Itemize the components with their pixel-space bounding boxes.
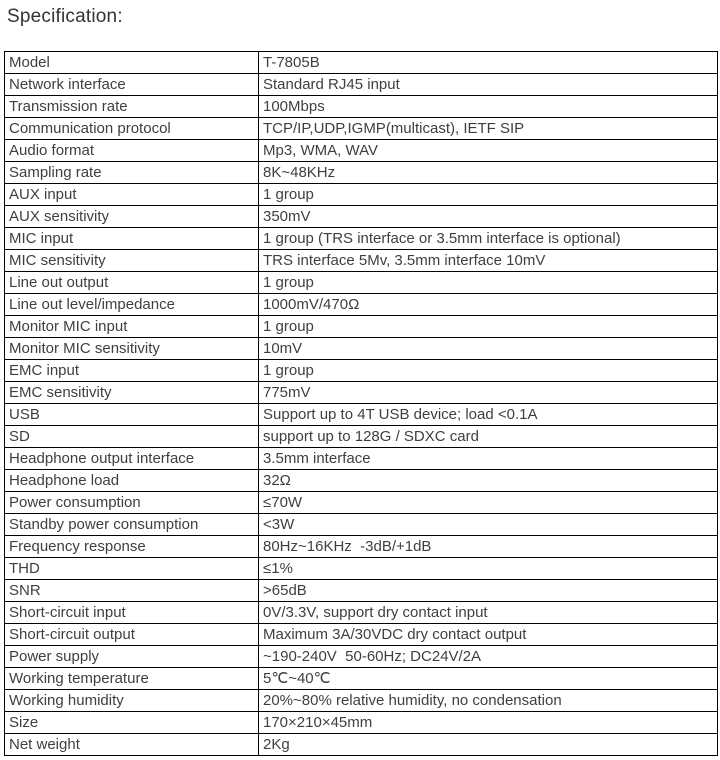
- table-row: [5, 228, 718, 250]
- table-row: [5, 250, 718, 272]
- table-row: [5, 492, 718, 514]
- spec-value: 775mV: [259, 382, 718, 404]
- spec-value: Maximum 3A/30VDC dry contact output: [259, 624, 718, 646]
- spec-value: <3W: [259, 514, 718, 536]
- spec-value: 1 group: [259, 360, 718, 382]
- spec-label: THD: [5, 558, 259, 580]
- spec-value: >65dB: [259, 580, 718, 602]
- spec-label: Working temperature: [5, 668, 259, 690]
- spec-label: Power supply: [5, 646, 259, 668]
- spec-label: Power consumption: [5, 492, 259, 514]
- spec-value: ≤70W: [259, 492, 718, 514]
- table-row: [5, 448, 718, 470]
- spec-label: SNR: [5, 580, 259, 602]
- table-row: [5, 294, 718, 316]
- spec-value: Mp3, WMA, WAV: [259, 140, 718, 162]
- spec-label: Audio format: [5, 140, 259, 162]
- table-row: [5, 470, 718, 492]
- table-row: [5, 690, 718, 712]
- table-row: [5, 558, 718, 580]
- spec-label: Transmission rate: [5, 96, 259, 118]
- spec-label: Communication protocol: [5, 118, 259, 140]
- spec-value: 2Kg: [259, 734, 718, 756]
- spec-value: TCP/IP,UDP,IGMP(multicast), IETF SIP: [259, 118, 718, 140]
- spec-value: 350mV: [259, 206, 718, 228]
- table-row: [5, 272, 718, 294]
- table-row: [5, 734, 718, 756]
- spec-label: EMC input: [5, 360, 259, 382]
- spec-value: ~190-240V 50-60Hz; DC24V/2A: [259, 646, 718, 668]
- spec-label: Line out level/impedance: [5, 294, 259, 316]
- spec-label: Line out output: [5, 272, 259, 294]
- spec-label: SD: [5, 426, 259, 448]
- spec-value: 1 group (TRS interface or 3.5mm interface is optional): [259, 228, 718, 250]
- table-row: [5, 536, 718, 558]
- table-row: [5, 360, 718, 382]
- spec-value: Support up to 4T USB device; load <0.1A: [259, 404, 718, 426]
- spec-value: 1 group: [259, 272, 718, 294]
- spec-label: Network interface: [5, 74, 259, 96]
- spec-label: Frequency response: [5, 536, 259, 558]
- table-row: [5, 580, 718, 602]
- spec-label: USB: [5, 404, 259, 426]
- spec-value: 170×210×45mm: [259, 712, 718, 734]
- spec-label: Short-circuit input: [5, 602, 259, 624]
- spec-label: MIC input: [5, 228, 259, 250]
- spec-label: AUX sensitivity: [5, 206, 259, 228]
- table-row: [5, 514, 718, 536]
- table-row: [5, 712, 718, 734]
- spec-label: EMC sensitivity: [5, 382, 259, 404]
- spec-value: support up to 128G / SDXC card: [259, 426, 718, 448]
- spec-label: Size: [5, 712, 259, 734]
- spec-value: 8K~48KHz: [259, 162, 718, 184]
- spec-label: Monitor MIC sensitivity: [5, 338, 259, 360]
- table-row: [5, 206, 718, 228]
- table-row: [5, 624, 718, 646]
- table-row: [5, 118, 718, 140]
- table-row: [5, 162, 718, 184]
- table-row: [5, 96, 718, 118]
- spec-value: Standard RJ45 input: [259, 74, 718, 96]
- table-row: [5, 382, 718, 404]
- spec-label: Standby power consumption: [5, 514, 259, 536]
- table-row: [5, 426, 718, 448]
- spec-label: Short-circuit output: [5, 624, 259, 646]
- table-row: [5, 404, 718, 426]
- table-row: [5, 52, 718, 74]
- spec-value: 1 group: [259, 184, 718, 206]
- spec-value: 1000mV/470Ω: [259, 294, 718, 316]
- table-row: [5, 668, 718, 690]
- spec-value: ≤1%: [259, 558, 718, 580]
- spec-table-body: [5, 52, 718, 756]
- spec-value: 1 group: [259, 316, 718, 338]
- table-row: [5, 140, 718, 162]
- spec-label: MIC sensitivity: [5, 250, 259, 272]
- table-row: [5, 646, 718, 668]
- spec-value: TRS interface 5Mv, 3.5mm interface 10mV: [259, 250, 718, 272]
- spec-label: AUX input: [5, 184, 259, 206]
- specification-table: [4, 51, 718, 756]
- spec-value: 80Hz~16KHz -3dB/+1dB: [259, 536, 718, 558]
- table-row: [5, 316, 718, 338]
- spec-label: Net weight: [5, 734, 259, 756]
- table-row: [5, 184, 718, 206]
- table-row: [5, 338, 718, 360]
- spec-value: 5℃~40℃: [259, 668, 718, 690]
- spec-value: 10mV: [259, 338, 718, 360]
- table-row: [5, 74, 718, 96]
- spec-label: Sampling rate: [5, 162, 259, 184]
- table-row: [5, 602, 718, 624]
- spec-label: Headphone load: [5, 470, 259, 492]
- spec-label: Monitor MIC input: [5, 316, 259, 338]
- spec-label: Model: [5, 52, 259, 74]
- spec-label: Headphone output interface: [5, 448, 259, 470]
- spec-value: 0V/3.3V, support dry contact input: [259, 602, 718, 624]
- spec-value: 3.5mm interface: [259, 448, 718, 470]
- page-title: Specification:: [7, 6, 123, 27]
- spec-value: T-7805B: [259, 52, 718, 74]
- spec-label: Working humidity: [5, 690, 259, 712]
- spec-value: 20%~80% relative humidity, no condensation: [259, 690, 718, 712]
- spec-value: 100Mbps: [259, 96, 718, 118]
- spec-value: 32Ω: [259, 470, 718, 492]
